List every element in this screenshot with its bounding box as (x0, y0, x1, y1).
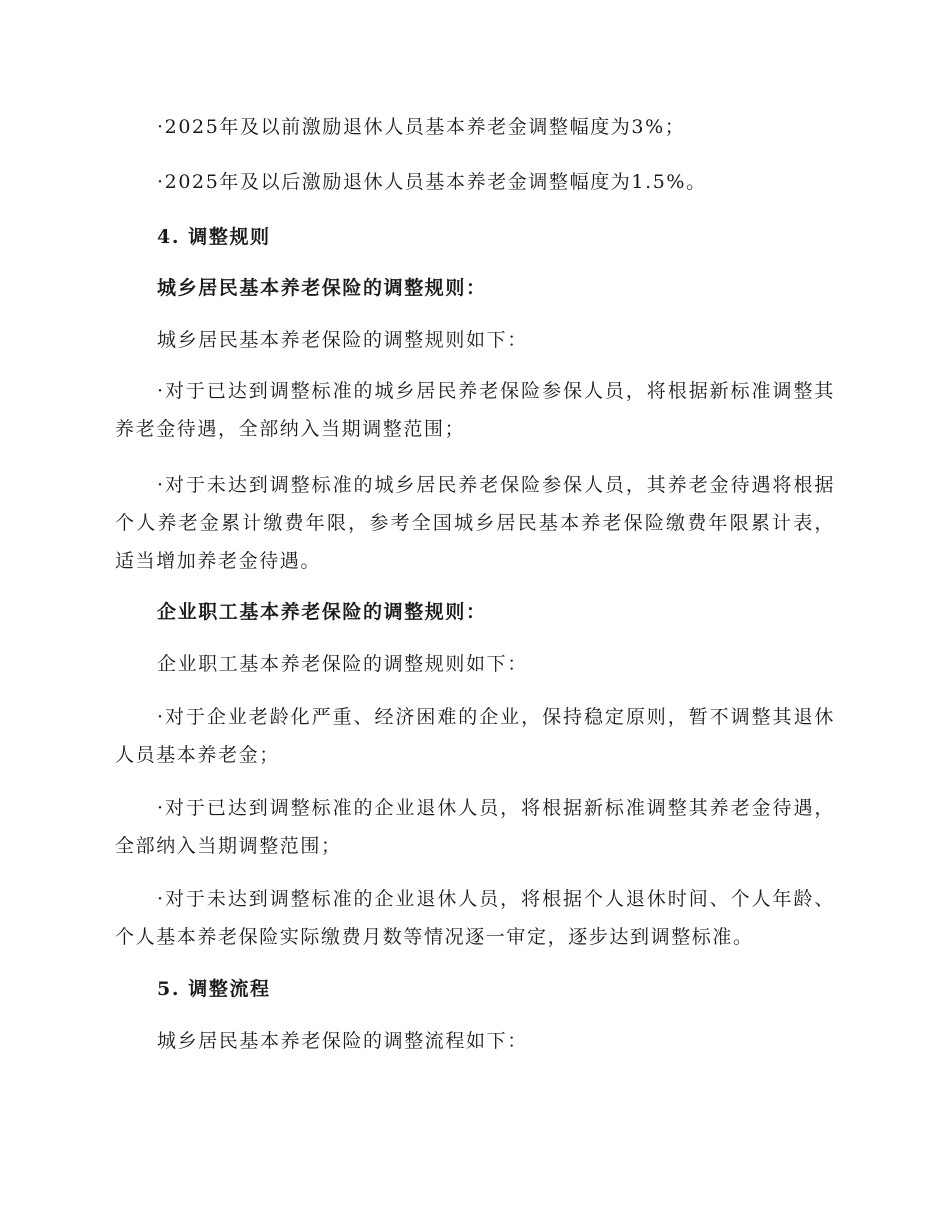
bullet-adjust-before-2025: ·2025年及以前激励退休人员基本养老金调整幅度为3%； (157, 116, 686, 138)
heading-adjust-process: 5. 调整流程 (157, 978, 271, 1000)
enterprise-bullet-qualified: ·对于已达到调整标准的企业退休人员，将根据新标准调整其养老金待遇，全部纳入当期调整范围； (115, 797, 835, 857)
intro-enterprise-rules: 企业职工基本养老保险的调整规则如下： (157, 653, 528, 675)
subheading-urban-rural-rules: 城乡居民基本养老保险的调整规则： (157, 277, 487, 299)
bullet-adjust-after-2025: ·2025年及以后激励退休人员基本养老金调整幅度为1.5%。 (157, 171, 707, 193)
intro-process: 城乡居民基本养老保险的调整流程如下： (157, 1030, 528, 1052)
subheading-enterprise-rules: 企业职工基本养老保险的调整规则： (157, 601, 487, 623)
heading-adjust-rules: 4. 调整规则 (157, 226, 271, 248)
urban-rural-bullet-unqualified: ·对于未达到调整标准的城乡居民养老保险参保人员，其养老金待遇将根据个人养老金累计缴费年限，参考全国城乡居民基本养老保险缴费年限累计表，适当增加养老金待遇。 (115, 474, 835, 572)
enterprise-bullet-stable: ·对于企业老龄化严重、经济困难的企业，保持稳定原则，暂不调整其退休人员基本养老金； (115, 706, 835, 766)
enterprise-bullet-unqualified: ·对于未达到调整标准的企业退休人员，将根据个人退休时间、个人年龄、个人基本养老保险实际缴费月数等情况逐一审定，逐步达到调整标准。 (115, 888, 835, 948)
urban-rural-bullet-qualified: ·对于已达到调整标准的城乡居民养老保险参保人员，将根据新标准调整其养老金待遇，全部纳入当期调整范围； (115, 380, 835, 440)
intro-urban-rural-rules: 城乡居民基本养老保险的调整规则如下： (157, 329, 528, 351)
